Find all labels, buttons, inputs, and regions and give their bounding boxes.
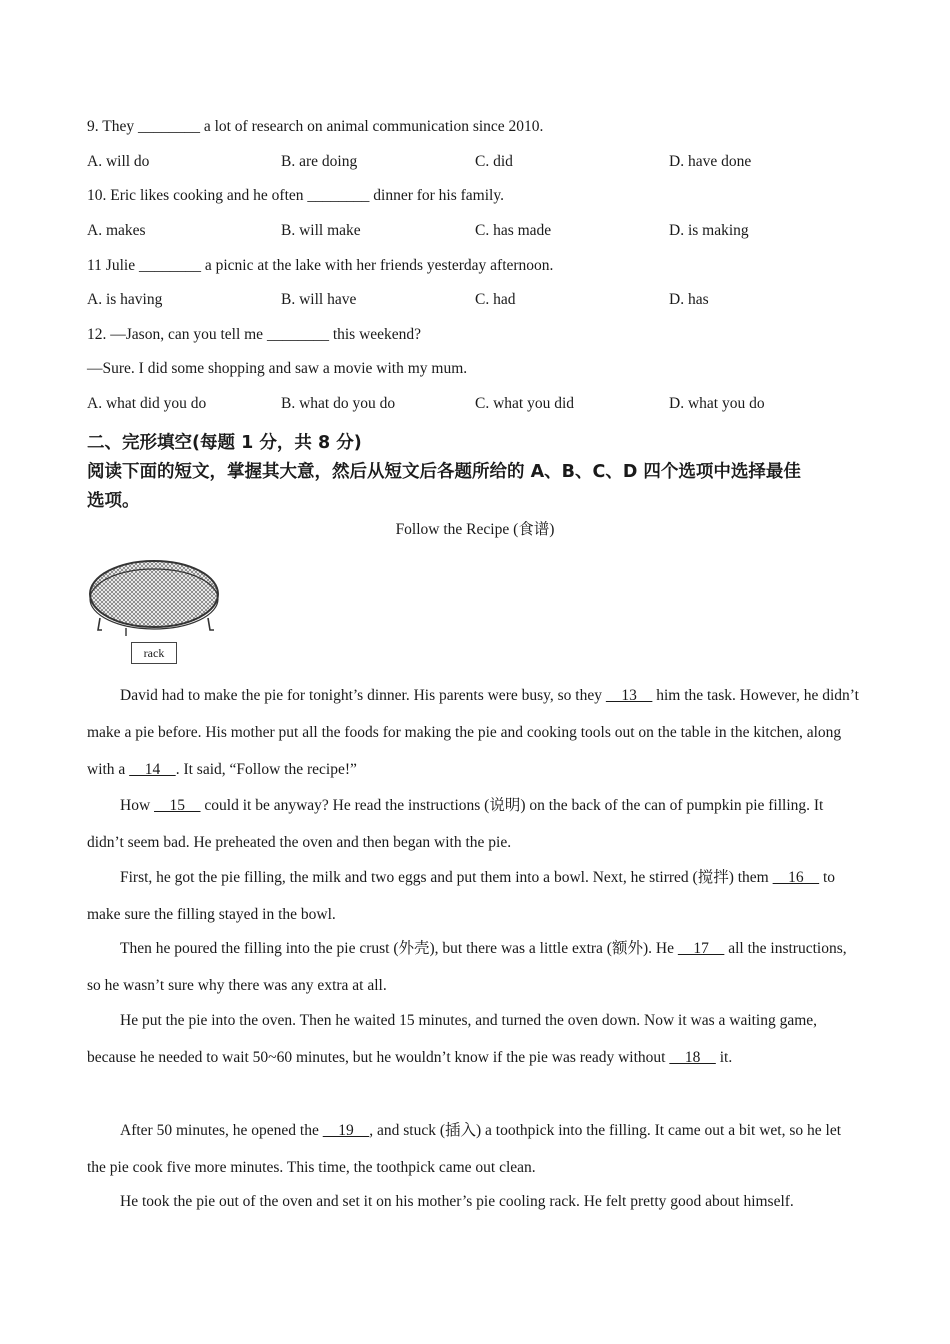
question-10-option-a[interactable]: A. makes [87,222,146,239]
cooling-rack-icon [86,558,226,642]
blank-13[interactable]: 13 [605,687,653,704]
question-9-stem: 9. They ________ a lot of research on animal communication since 2010. [87,118,544,135]
blank-16[interactable]: 16 [772,869,820,886]
passage-paragraph-5: He put the pie into the oven. Then he waited 15 minutes, and turned the oven down. Now it was a waiting game, because he needed to wait 50~60 minutes, but he wouldn’t know if the pie was ready without 18 it. [87,1012,818,1066]
rack-label: rack [131,642,177,664]
question-12-dialogue: —Sure. I did some shopping and saw a movie with my mum. [87,360,468,377]
question-9-option-b[interactable]: B. are doing [281,153,358,170]
passage-paragraph-7: He took the pie out of the oven and set it on his mother’s pie cooling rack. He felt pretty good about himself. [120,1193,794,1210]
blank-18[interactable]: 18 [669,1049,716,1066]
section-instruction-line2: 选项。 [87,491,140,511]
blank-19[interactable]: 19 [322,1122,370,1139]
question-9-option-a[interactable]: A. will do [87,153,150,170]
section-instruction-line1: 阅读下面的短文，掌握其大意，然后从短文后各题所给的 A、B、C、D 四个选项中选择最佳 [87,462,801,482]
question-10-option-b[interactable]: B. will make [281,222,361,239]
question-11-option-a[interactable]: A. is having [87,291,163,308]
question-12-stem: 12. —Jason, can you tell me ________ this weekend? [87,326,422,343]
passage-paragraph-1: David had to make the pie for tonight’s dinner. His parents were busy, so they 13 him the task. However, he didn’t make a pie before. His mother put all the foods for making the pie and cooking tools out on the table in the kitchen, along with a 14 . It said, “Follow the recipe!” [87,687,859,778]
passage-paragraph-6: After 50 minutes, he opened the 19 , and stuck (插入) a toothpick into the filling. It came out a bit wet, so he let the pie cook five more minutes. This time, the toothpick came out clean. [87,1122,842,1176]
rack-image [86,558,226,668]
question-12-option-b[interactable]: B. what do you do [281,395,396,412]
blank-15[interactable]: 15 [154,797,201,814]
question-12-option-a[interactable]: A. what did you do [87,395,207,412]
passage-title: Follow the Recipe (食谱) [395,521,555,538]
passage-paragraph-2: How 15 could it be anyway? He read the instructions (说明) on the back of the can of pumpkin pie filling. It didn’t seem bad. He preheated the oven and then began with the pie. [87,797,824,851]
question-11-option-b[interactable]: B. will have [281,291,357,308]
section-heading: 二、完形填空(每题 1 分，共 8 分) [87,433,362,453]
question-10-stem: 10. Eric likes cooking and he often ________ dinner for his family. [87,187,504,204]
question-10-option-c[interactable]: C. has made [475,222,552,239]
question-12-option-c[interactable]: C. what you did [475,395,575,412]
blank-14[interactable]: 14 [129,761,176,778]
blank-17[interactable]: 17 [677,940,725,957]
question-12-option-d[interactable]: D. what you do [669,395,765,412]
question-11-option-c[interactable]: C. had [475,291,516,308]
passage-paragraph-3: First, he got the pie filling, the milk and two eggs and put them into a bowl. Next, he stirred (搅拌) them 16 to make sure the filling stayed in the bowl. [87,869,836,923]
question-11-stem: 11 Julie ________ a picnic at the lake with her friends yesterday afternoon. [87,257,554,274]
question-11-option-d[interactable]: D. has [669,291,709,308]
passage-paragraph-4: Then he poured the filling into the pie crust (外壳), but there was a little extra (额外). He 17 all the instructions, so he wasn’t sure why there was any extra at all. [87,940,847,994]
question-9-option-d[interactable]: D. have done [669,153,752,170]
question-9-option-c[interactable]: C. did [475,153,513,170]
question-10-option-d[interactable]: D. is making [669,222,749,239]
